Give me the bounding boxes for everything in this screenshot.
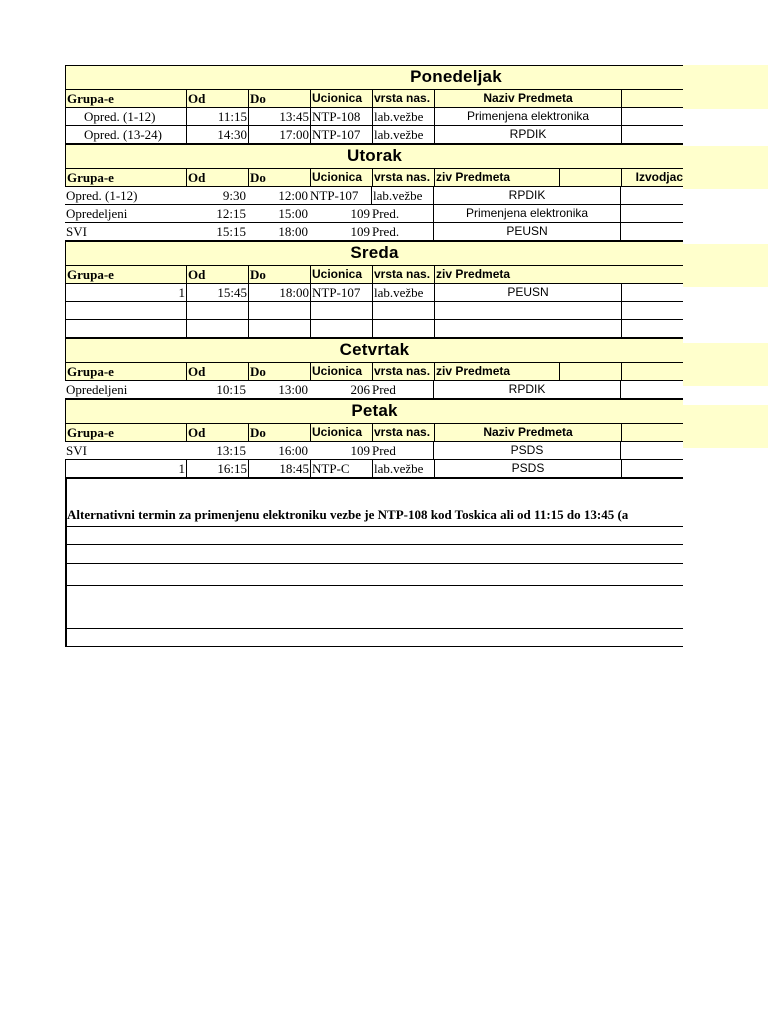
cell-type: lab.vežbe (372, 126, 434, 144)
day-band-extension (683, 65, 768, 109)
cell-subject: RPDIK (433, 381, 620, 399)
cell-group: Opredeljeni (66, 206, 128, 221)
day-header (65, 338, 683, 363)
col-group: Grupa-e (67, 170, 114, 185)
cell-room: 109 (350, 443, 370, 458)
cell-group: SVI (66, 224, 87, 239)
cell-room: 206 (350, 382, 370, 397)
cell-teacher (621, 284, 683, 302)
col-room: Ucionica (310, 169, 372, 187)
cell-teacher (620, 205, 683, 223)
empty-cell (66, 320, 186, 338)
col-subject: Naziv Predmeta (434, 90, 621, 108)
column-header-row (65, 90, 683, 108)
cell-type: lab.vežbe (372, 108, 434, 126)
col-blank (559, 169, 621, 187)
empty-cell (621, 302, 683, 320)
cell-teacher (620, 187, 683, 205)
day-header (65, 241, 683, 266)
day-title: Utorak (346, 146, 403, 165)
table-row (65, 442, 683, 460)
day-title: Petak (351, 401, 398, 420)
col-from: Od (186, 424, 248, 442)
cell-subject: Primenjena elektronika (434, 108, 621, 126)
cell-type: lab.vežbe (372, 460, 434, 478)
cell-teacher (620, 442, 683, 460)
empty-cell (372, 320, 434, 338)
col-blank (559, 363, 621, 381)
col-to: Do (248, 90, 310, 108)
table-row (65, 460, 683, 478)
day-title: Sreda (350, 243, 399, 262)
col-room: Ucionica (310, 266, 372, 284)
empty-cell (372, 302, 434, 320)
cell-from: 11:15 (186, 108, 248, 126)
note-line (67, 629, 683, 647)
col-subject: ziv Predmeta (434, 363, 559, 381)
col-subject: ziv Predmeta (434, 169, 559, 187)
table-row (65, 187, 683, 205)
day-header (65, 144, 683, 169)
cell-group: Opred. (1-12) (66, 188, 138, 203)
cell-to: 18:45 (248, 460, 310, 478)
col-type: vrsta nas. (372, 363, 434, 381)
empty-cell (434, 302, 621, 320)
col-type: vrsta nas. (372, 169, 434, 187)
cell-room: 109 (350, 224, 370, 239)
col-to: Do (248, 363, 310, 381)
table-row (65, 223, 683, 241)
cell-subject: PEUSN (433, 223, 620, 241)
empty-cell (434, 320, 621, 338)
day-title: Ponedeljak (410, 67, 502, 86)
note-line (67, 545, 683, 564)
table-row (65, 205, 683, 223)
note-line (67, 527, 683, 545)
cell-teacher (620, 381, 683, 399)
col-blank (559, 266, 621, 284)
cell-type: lab.vežbe (371, 187, 433, 205)
col-from: Od (186, 169, 248, 187)
col-teacher (621, 363, 683, 381)
cell-type: Pred (372, 382, 396, 397)
table-row (65, 108, 683, 126)
empty-cell (186, 320, 248, 338)
column-header-row (65, 266, 683, 284)
empty-cell (621, 320, 683, 338)
column-header-row (65, 363, 683, 381)
col-room: Ucionica (310, 363, 372, 381)
empty-cell (310, 320, 372, 338)
cell-room: NTP-108 (310, 108, 372, 126)
cell-to: 18:00 (278, 224, 308, 239)
cell-from: 14:30 (186, 126, 248, 144)
col-room: Ucionica (310, 90, 372, 108)
empty-cell (248, 320, 310, 338)
cell-subject: RPDIK (433, 187, 620, 205)
empty-cell (248, 302, 310, 320)
col-type: vrsta nas. (372, 424, 434, 442)
cell-to: 18:00 (248, 284, 310, 302)
schedule-sheet (65, 65, 683, 647)
table-row-empty (65, 320, 683, 338)
cell-room: NTP-107 (310, 188, 359, 203)
cell-teacher (621, 108, 683, 126)
cell-from: 12:15 (216, 206, 246, 221)
cell-subject: PSDS (434, 460, 621, 478)
col-type: vrsta nas. (372, 90, 434, 108)
day-band-extension (683, 244, 768, 287)
cell-teacher (621, 460, 683, 478)
cell-group: 1 (178, 461, 185, 476)
col-from: Od (186, 90, 248, 108)
day-header (65, 399, 683, 424)
col-to: Do (248, 169, 310, 187)
cell-from: 15:15 (216, 224, 246, 239)
cell-from: 13:15 (216, 443, 246, 458)
notes-area (65, 478, 683, 647)
cell-to: 15:00 (278, 206, 308, 221)
col-to: Do (248, 424, 310, 442)
table-row (65, 284, 683, 302)
cell-subject: Primenjena elektronika (433, 205, 620, 223)
col-from: Od (186, 363, 248, 381)
cell-to: 17:00 (248, 126, 310, 144)
cell-room: NTP-107 (310, 126, 372, 144)
note-line (67, 586, 683, 629)
cell-to: 13:00 (278, 382, 308, 397)
cell-from: 9:30 (222, 188, 246, 203)
day-band-extension (683, 343, 768, 386)
empty-cell (66, 302, 186, 320)
empty-cell (186, 302, 248, 320)
cell-group: SVI (66, 443, 87, 458)
cell-to: 13:45 (248, 108, 310, 126)
cell-group: Opredeljeni (66, 382, 128, 397)
column-header-row (65, 169, 683, 187)
cell-from: 15:45 (186, 284, 248, 302)
cell-group: Opred. (1-12) (84, 109, 156, 124)
cell-subject: RPDIK (434, 126, 621, 144)
day-header (65, 65, 683, 90)
col-subject: ziv Predmeta (434, 266, 559, 284)
cell-to: 12:00 (278, 188, 308, 203)
col-group: Grupa-e (67, 267, 114, 282)
cell-subject: PEUSN (434, 284, 621, 302)
col-room: Ucionica (310, 424, 372, 442)
cell-teacher (620, 223, 683, 241)
cell-room: 109 (350, 206, 370, 221)
cell-room: NTP-C (310, 460, 372, 478)
note-text: Alternativni termin za primenjenu elektroniku vezbe je NTP-108 kod Toskica ali od 11:15 do 13:45 (a (67, 478, 683, 527)
day-band-extension (683, 405, 768, 448)
cell-group: 1 (178, 285, 185, 300)
col-group: Grupa-e (67, 425, 114, 440)
col-group: Grupa-e (67, 364, 114, 379)
cell-to: 16:00 (278, 443, 308, 458)
col-group: Grupa-e (67, 91, 114, 106)
cell-subject: PSDS (433, 442, 620, 460)
cell-type: Pred (372, 443, 396, 458)
cell-teacher (621, 126, 683, 144)
col-subject: Naziv Predmeta (434, 424, 621, 442)
cell-group: Opred. (13-24) (84, 127, 162, 142)
cell-room: NTP-107 (310, 284, 372, 302)
col-from: Od (186, 266, 248, 284)
col-teacher (621, 90, 683, 108)
cell-type: Pred. (372, 206, 400, 221)
empty-cell (310, 302, 372, 320)
day-band-extension (683, 146, 768, 189)
cell-type: lab.vežbe (372, 284, 434, 302)
table-row (65, 126, 683, 144)
cell-from: 10:15 (216, 382, 246, 397)
col-type: vrsta nas. (372, 266, 434, 284)
column-header-row (65, 424, 683, 442)
col-to: Do (248, 266, 310, 284)
col-teacher (621, 424, 683, 442)
cell-from: 16:15 (186, 460, 248, 478)
day-title: Cetvrtak (339, 340, 410, 359)
cell-type: Pred. (372, 224, 400, 239)
table-row-empty (65, 302, 683, 320)
col-teacher (621, 266, 683, 284)
col-teacher: Izvodjac (621, 169, 683, 187)
table-row (65, 381, 683, 399)
note-line (67, 564, 683, 586)
